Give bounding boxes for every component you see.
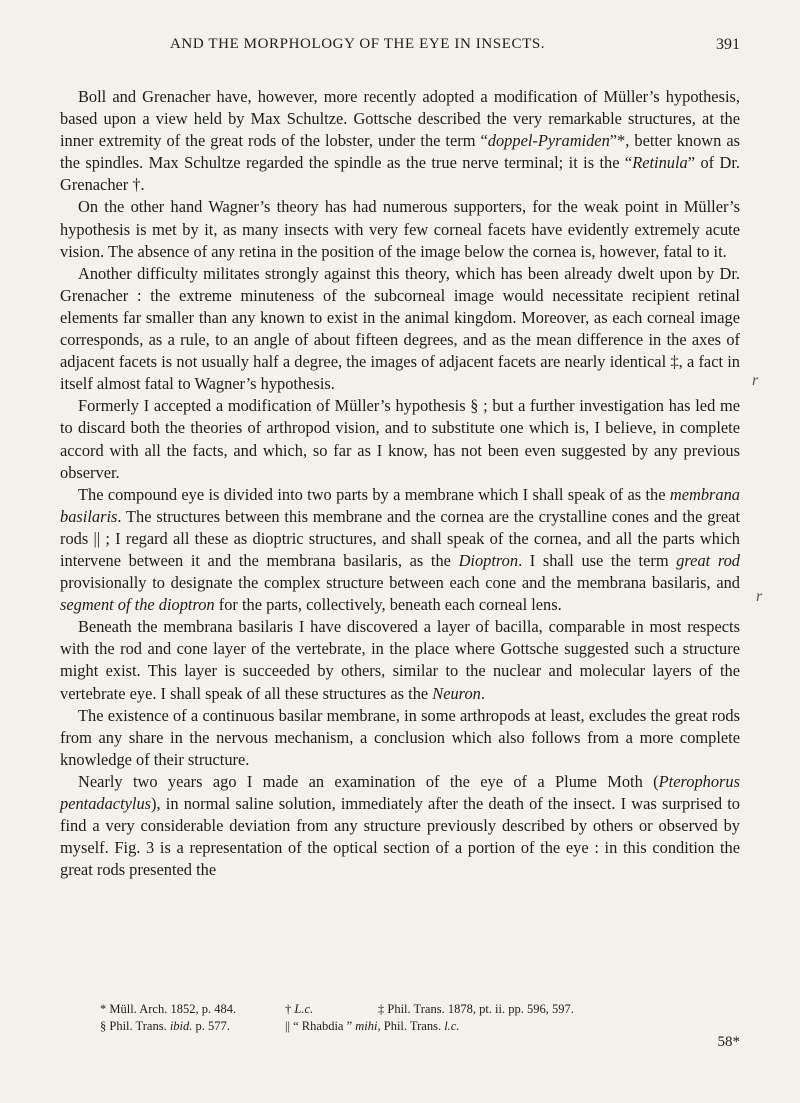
- paragraph-4: Formerly I accepted a modification of Müller’s hypothesis § ; but a further investigation has led me to discard both the theories of arthropod vision, and to substitute one which is, I believe, in complete accord with all the facts, and which, so far as I know, has not been even suggested by any previous observer.: [60, 396, 740, 482]
- footnote-row: [60, 1001, 740, 1018]
- paragraph-7: The existence of a continuous basilar membrane, in some arthropods at least, excludes the great rods from any share in the nervous mechanism, a conclusion which also follows from a more complete knowledge of their structure.: [60, 705, 740, 769]
- running-head: AND THE MORPHOLOGY OF THE EYE IN INSECTS.: [170, 36, 546, 52]
- footnote-2: † L.c.: [285, 1002, 314, 1016]
- paragraph-3: Another difficulty militates strongly against this theory, which has been already dwelt upon by Dr. Grenacher : the extreme minuteness of the subcorneal image would necessitate recipient retinal elements far smaller than any known to exist in the animal kingdom. Moreover, as each corneal image corresponds, as a rule, to an angle of about fifteen degrees, and as the mean difference in the axes of adjacent facets is not usually half a degree, the images of adjacent facets are nearly identical ‡, a fact in itself almost fatal to Wagner’s hypothesis.: [60, 263, 740, 394]
- term-retinula: Retinula: [632, 153, 688, 173]
- page-number: 391: [716, 36, 740, 53]
- footnote-3: ‡ Phil. Trans. 1878, pt. ii. pp. 596, 597.: [378, 1002, 574, 1016]
- term-great-rod: great rod: [676, 550, 740, 570]
- margin-pencil-mark: r: [756, 588, 763, 605]
- footnote-5: || “ Rhabdia ” mihi, Phil. Trans. l.c.: [285, 1019, 460, 1033]
- paragraph-5: The compound eye is divided into two parts by a membrane which I shall speak of as the membrana basilaris. The structures between this membrane and the cornea are the crystalline cones and the great rods || ; I regard all these as dioptric structures, and shall speak of the cornea, and all the parts which intervene between it and the membrana basilaris, as the Dioptron. I shall use the term great rod provisionally to designate the complex structure between each cone and the membrana basilaris, and segment of the dioptron for the parts, collectively, beneath each corneal lens.: [60, 484, 740, 615]
- term-dioptron: Dioptron: [458, 550, 519, 570]
- footnote-row: [60, 1018, 740, 1035]
- paragraph-1: Boll and Grenacher have, however, more recently adopted a modification of Müller’s hypothesis, based upon a view held by Max Schultze. Gottsche described the very remarkable structures, at the inner extremity of the great rods of the lobster, under the term “doppel-Pyramiden”*, better known as the spindles. Max Schultze regarded the spindle as the true nerve terminal; it is the “Retinula” of Dr. Grenacher †.: [60, 87, 740, 195]
- species-name: Pterophorus pentadactylus: [60, 771, 740, 813]
- term-membrana-basilaris: membrana basilaris: [60, 484, 740, 526]
- signature-mark: 58*: [717, 1034, 740, 1050]
- footnotes: [60, 1001, 740, 1035]
- term-neuron: Neuron: [432, 683, 481, 703]
- term-doppel-pyramiden: doppel-Pyramiden: [487, 131, 610, 151]
- page-header: [60, 36, 740, 60]
- term-segment-of-dioptron: segment of the dioptron: [60, 595, 215, 615]
- paragraph-8: Nearly two years ago I made an examination of the eye of a Plume Moth (Pterophorus pentadactylus), in normal saline solution, immediately after the death of the insect. I was surprised to find a very considerable deviation from any structure previously described by others or observed by myself. Fig. 3 is a representation of the optical section of a portion of the eye : in this condition the great rods presented the: [60, 771, 740, 880]
- paragraph-6: Beneath the membrana basilaris I have discovered a layer of bacilla, comparable in most respects with the rod and cone layer of the vertebrate, in the place where Gottsche suggested such a structure might exist. This layer is succeeded by others, similar to the nuclear and molecular layers of the vertebrate eye. I shall speak of all these structures as the Neuron.: [60, 617, 740, 703]
- document-page: [60, 0, 740, 1103]
- paragraph-2: On the other hand Wagner’s theory has had numerous supporters, for the weak point in Müller’s hypothesis is met by it, as many insects with very few corneal facets have evidently extremely acute vision. The absence of any retina in the position of the image below the cornea is, however, fatal to it.: [60, 197, 740, 261]
- footnote-4: § Phil. Trans. ibid. p. 577.: [100, 1019, 230, 1033]
- body-text: [60, 86, 740, 881]
- footnote-1: * Müll. Arch. 1852, p. 484.: [100, 1002, 237, 1016]
- margin-pencil-mark: r: [752, 372, 759, 389]
